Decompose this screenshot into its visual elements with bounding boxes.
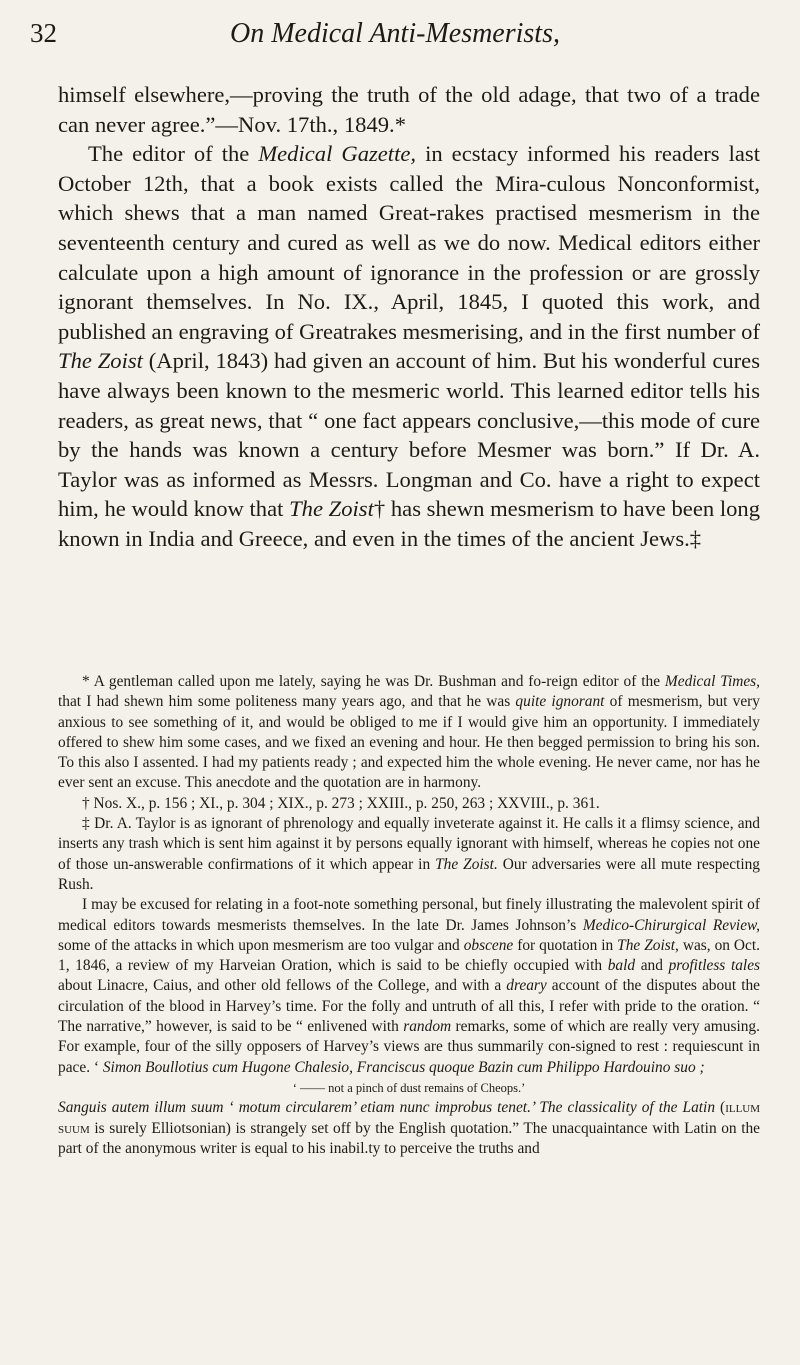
journal-title: Medical Gazette,	[258, 141, 417, 167]
body-text	[58, 80, 760, 554]
footnote-continuation: I may be excused for relating in a foot-note something personal, but finely illustrating the malevolent spirit of medical editors towards mesmerists themselves. In the late Dr. James Johnson’s Medico-Chirurgical Review, some of the attacks in which upon mesmerism are too vulgar and obscene for quotation in The Zoist, was, on Oct. 1, 1846, a review of my Harveian Oration, which is said to be chiefly occupied with bald and profitless tales about Linacre, Caius, and other old fellows of the College, and with a dreary account of the disputes about the circulation of the blood in Harvey’s time. For the folly and untruth of all this, I refer with pride to the oration. “ The narrative,” however, is said to be “ enlivened with random remarks, some of which are really very amusing. For example, four of the silly opposers of Harvey’s views are thus summarily con-signed to rest : requiescunt in pace. ‘ Simon Boullotius cum Hugone Chalesio, Franciscus quoque Bazin cum Philippo Hardouino suo ;	[58, 896, 761, 1076]
page-header	[30, 18, 760, 68]
paragraph-continued: himself elsewhere,—proving the truth of the old adage, that two of a trade can never agree.”—Nov. 17th., 1849.*	[58, 82, 760, 137]
page-number: 32	[30, 18, 57, 48]
running-head: On Medical Anti-Mesmerists,	[230, 18, 560, 49]
journal-title: The Zoist	[289, 496, 374, 522]
quoted-line: ‘ —— not a pinch of dust remains of Cheops.’	[292, 1080, 526, 1095]
paragraph-editor: The editor of the Medical Gazette, in ecstacy informed his readers last October 12th, that a book exists called the Mira-culous Nonconformist, which shews that a man named Great-rakes practised mesmerism in the seventeenth century and cured as well as we do now. Medical editors either calculate upon a high amount of ignorance in the profession or are grossly ignorant themselves. In No. IX., April, 1845, I quoted this work, and published an engraving of Greatrakes mesmerising, and in the first number of The Zoist (April, 1843) had given an account of him. But his wonderful cures have always been known to the mesmeric world. This learned editor tells his readers, as great news, that “ one fact appears conclusive,—this mode of cure by the hands was known a century before Mesmer was born.” If Dr. A. Taylor was as informed as Messrs. Longman and Co. have a right to expect him, he would know that The Zoist† has shewn mesmerism to have been long known in India and Greece, and even in the times of the ancient Jews.‡	[58, 141, 760, 551]
journal-title: The Zoist	[58, 348, 143, 374]
footnotes	[58, 672, 760, 1159]
footnote-dagger: † Nos. X., p. 156 ; XI., p. 304 ; XIX., p. 273 ; XXIII., p. 250, 263 ; XXVIII., p. 361.	[82, 794, 600, 812]
footnote-double-dagger: ‡ Dr. A. Taylor is as ignorant of phrenology and equally inveterate against it. He calls it a flimsy science, and inserts any trash which is sent him against it by persons equally ignorant with himself, whereas he copies not one of those un-answerable confirmations of it which appear in The Zoist. Our adversaries were all mute respecting Rush.	[58, 815, 760, 893]
footnote-latin: Sanguis autem illum suum ‘ motum circularem’ etiam nunc improbus tenet.’ The classicality of the Latin (illum suum is surely Elliotsonian) is strangely set off by the English quotation.” The unacquaintance with Latin on the part of the anonymous writer is equal to his inabil.ty to perceive the truths and	[58, 1099, 761, 1157]
footnote-star: * A gentleman called upon me lately, saying he was Dr. Bushman and fo-reign editor of the Medical Times, that I had shewn him some politeness many years ago, and that he was quite ignorant of mesmerism, but very anxious to see something of it, and would be obliged to me if I would give him an opportunity. I immediately offered to shew him some cases, and we fixed an evening and hour. He then begged permission to bring his son. To this also I assented. I had my patients ready ; and expected him the whole evening. He never came, nor has he ever sent an excuse. This anecdote and the quotation are in harmony.	[58, 673, 761, 792]
